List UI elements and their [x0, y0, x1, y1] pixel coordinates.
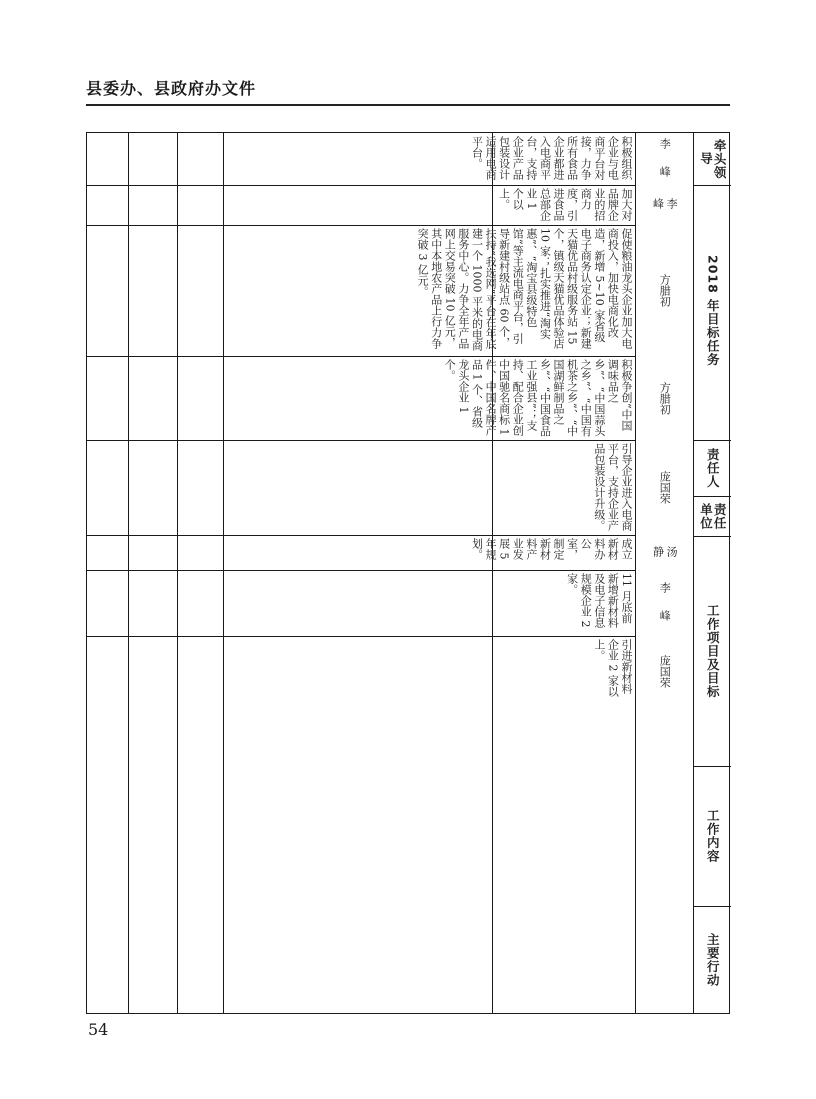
task-cell-5: 引导企业进入电商平台，支持企业产品包装设计升级。: [592, 443, 633, 531]
leader-cell-1: 李 峰: [658, 138, 672, 180]
document-header: 县委办、县政府办文件: [86, 79, 257, 98]
hdr-line-3: [693, 496, 731, 497]
project-row-line: [177, 535, 223, 536]
leader-cell-2: 李 峰: [651, 198, 679, 226]
header-project: 工作项目及目标: [705, 603, 721, 699]
page-number: 54: [88, 1020, 109, 1039]
leader-cell-7: 李 峰: [658, 582, 672, 624]
header-action: 主要行动: [705, 933, 721, 987]
task-cell-3: 促使粮油龙头企业加大电商投入，加快电商化改造，新增 5~10 家省级电子商务认定企业；新建天猫优品村级服务站 15 个，镇级天猫优品体验店 10 家；扎实推进“淘实惠”、“淘宝县级特色馆”等主流电商平台，引导新建村级站点 60 个，扶持“我选网”平台在年底建一个 1000 平米的电商服务中心。力争全年产品网上交易突破 10 亿元，其中本地农产品上行力争突破 3 亿元。: [416, 228, 633, 351]
task-cell-1: 积极组织企业与电商平台对接，力争所有食品企业都进入电商平台，支持企业产品包装设计适用电商平台。: [470, 136, 633, 180]
leader-cell-4: 方腊初: [658, 381, 672, 415]
leader-cell-6: 汤 静: [651, 545, 679, 574]
header-content: 工作内容: [705, 809, 721, 863]
header-rule: [86, 104, 730, 106]
header-person: 责任人: [705, 447, 721, 489]
task-cell-7: 11 月底前新增新材料及电子信息规模企业 2 家。: [565, 573, 633, 628]
header-task: 2018 年目标任务: [705, 254, 721, 367]
header-unit: 责任单位: [698, 502, 728, 530]
hdr-line-2: [693, 440, 731, 441]
task-cell-4: 积极争创“中国调味品之乡”、“中国蒜头之乡”、“中国有机茶之乡”、“中国湖鲜制品之乡”、“中国食品工业强县”；支持、配合企业创中国驰名商标 1 件、中国名牌产品 1 个、省级龙头企业 1 个。: [443, 359, 633, 437]
col-line-2: [177, 133, 178, 1013]
leader-cell-5: 庞国荣: [658, 471, 672, 504]
task-cell-6: 成立新材料办公室，制定新材料产业发展 5 年规划。: [470, 538, 633, 560]
task-table: [86, 132, 730, 1014]
col-line-3: [223, 133, 224, 1013]
task-cell-8: 引进新材料企业 2 家以上。: [592, 639, 633, 697]
hdr-line-1: [693, 185, 731, 186]
content-row-line: [223, 535, 492, 536]
hdr-line-5: [693, 766, 731, 767]
leader-cell-8: 庞国荣: [658, 654, 672, 688]
leader-cell-3: 方腊初: [658, 274, 672, 307]
col-line-1: [128, 133, 129, 1013]
header-leader: 牵头领导: [698, 138, 728, 180]
task-cell-2: 加大对品牌企业的招商力度，引进食品总部企业 1 个以上。: [497, 188, 633, 221]
hdr-line-4: [693, 536, 731, 537]
hdr-line-6: [693, 906, 731, 907]
